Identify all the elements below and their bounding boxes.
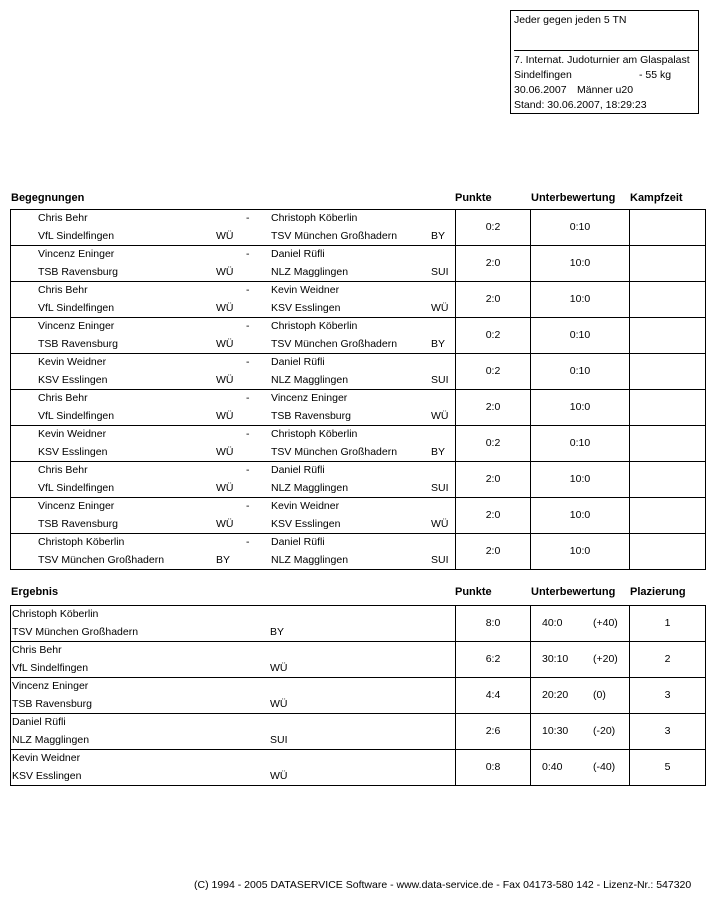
fighter-a-club: KSV Esslingen	[38, 446, 108, 458]
match-time-cell	[630, 354, 706, 390]
fighter-b-region: SUI	[431, 266, 449, 278]
fighter-b-club: TSB Ravensburg	[271, 410, 351, 422]
fighter-b-club: KSV Esslingen	[271, 302, 341, 314]
result-place: 3	[664, 725, 671, 737]
fighter-a-name: Chris Behr	[38, 284, 88, 296]
match-time-cell	[630, 462, 706, 498]
match-points-cell	[456, 318, 531, 354]
match-points: 2:0	[485, 257, 501, 269]
matches-points-header: Punkte	[455, 192, 492, 204]
match-unterbewertung: 10:0	[569, 545, 591, 557]
result-points-cell	[456, 714, 531, 750]
result-points-cell	[456, 606, 531, 642]
stand-timestamp: Stand: 30.06.2007, 18:29:23	[514, 99, 647, 111]
result-points-cell	[456, 642, 531, 678]
result-place-cell	[630, 642, 706, 678]
result-place: 2	[664, 653, 671, 665]
match-points: 2:0	[485, 473, 501, 485]
fighter-a-region: WÜ	[216, 410, 234, 422]
result-club: TSV München Großhadern	[12, 626, 139, 638]
match-separator: -	[246, 212, 250, 224]
match-points-cell	[456, 282, 531, 318]
match-points-cell	[456, 534, 531, 570]
result-diff: (-20)	[593, 725, 616, 737]
match-time-cell	[630, 210, 706, 246]
results-table	[10, 605, 706, 786]
results-sub-header: Unterbewertung	[531, 586, 616, 598]
fighter-b-name: Christoph Köberlin	[271, 428, 358, 440]
match-separator: -	[246, 284, 250, 296]
result-place-cell	[630, 714, 706, 750]
fighter-a-name: Vincenz Eninger	[38, 320, 115, 332]
result-unterbewertung: 0:40	[542, 761, 563, 773]
result-points: 4:4	[485, 689, 501, 701]
match-unterbewertung: 0:10	[569, 329, 591, 341]
fighter-b-region: WÜ	[431, 518, 449, 530]
fighter-b-club: NLZ Magglingen	[271, 554, 349, 566]
fighter-a-name: Vincenz Eninger	[38, 500, 115, 512]
fighter-b-name: Daniel Rüfli	[271, 356, 325, 368]
match-sub-cell	[531, 318, 630, 354]
fighter-a-region: WÜ	[216, 338, 234, 350]
match-sub-cell	[531, 462, 630, 498]
fighter-a-club: TSB Ravensburg	[38, 518, 118, 530]
fighter-a-region: WÜ	[216, 302, 234, 314]
fighter-b-region: WÜ	[431, 410, 449, 422]
result-name: Vincenz Eninger	[12, 680, 89, 692]
fighter-b-club: KSV Esslingen	[271, 518, 341, 530]
result-points-cell	[456, 678, 531, 714]
match-points: 2:0	[485, 545, 501, 557]
match-sub-cell	[531, 246, 630, 282]
result-name: Chris Behr	[12, 644, 62, 656]
tournament-date: 30.06.2007	[514, 84, 567, 96]
result-fighter-cell	[11, 750, 456, 786]
match-points: 0:2	[485, 329, 501, 341]
fighter-a-region: WÜ	[216, 230, 234, 242]
weight-class: - 55 kg	[639, 69, 672, 81]
result-row	[11, 714, 706, 750]
match-unterbewertung: 0:10	[569, 221, 591, 233]
result-points: 0:8	[485, 761, 501, 773]
match-sub-cell	[531, 210, 630, 246]
fighter-a-name: Chris Behr	[38, 392, 88, 404]
match-points-cell	[456, 498, 531, 534]
result-sub-cell	[531, 678, 630, 714]
result-sub-cell	[531, 606, 630, 642]
match-unterbewertung: 10:0	[569, 257, 591, 269]
result-fighter-cell	[11, 642, 456, 678]
result-points-cell	[456, 750, 531, 786]
fighter-a-name: Christoph Köberlin	[38, 536, 125, 548]
age-category: Männer u20	[577, 84, 634, 96]
match-time-cell	[630, 534, 706, 570]
result-points: 6:2	[485, 653, 501, 665]
match-separator: -	[246, 536, 250, 548]
match-row	[11, 246, 706, 282]
match-sub-cell	[531, 498, 630, 534]
fighter-a-club: VfL Sindelfingen	[38, 302, 115, 314]
match-separator: -	[246, 320, 250, 332]
fighter-b-name: Vincenz Eninger	[271, 392, 348, 404]
fighter-a-name: Kevin Weidner	[38, 428, 107, 440]
fighter-b-name: Christoph Köberlin	[271, 212, 358, 224]
match-fighters-cell	[11, 246, 456, 282]
result-club: VfL Sindelfingen	[12, 662, 89, 674]
result-place: 3	[664, 689, 671, 701]
match-sub-cell	[531, 282, 630, 318]
match-sub-cell	[531, 426, 630, 462]
fighter-b-club: TSV München Großhadern	[271, 446, 398, 458]
match-points: 2:0	[485, 509, 501, 521]
fighter-a-club: TSV München Großhadern	[38, 554, 165, 566]
match-points-cell	[456, 210, 531, 246]
result-club: KSV Esslingen	[12, 770, 82, 782]
match-time-cell	[630, 246, 706, 282]
match-fighters-cell	[11, 498, 456, 534]
match-points: 2:0	[485, 401, 501, 413]
result-club: TSB Ravensburg	[12, 698, 92, 710]
fighter-b-club: NLZ Magglingen	[271, 266, 349, 278]
match-separator: -	[246, 428, 250, 440]
match-points-cell	[456, 462, 531, 498]
result-name: Daniel Rüfli	[12, 716, 66, 728]
match-unterbewertung: 10:0	[569, 293, 591, 305]
result-row	[11, 606, 706, 642]
fighter-b-name: Kevin Weidner	[271, 284, 340, 296]
match-row	[11, 498, 706, 534]
match-unterbewertung: 0:10	[569, 365, 591, 377]
match-row	[11, 462, 706, 498]
match-fighters-cell	[11, 282, 456, 318]
match-row	[11, 210, 706, 246]
tournament-name: 7. Internat. Judoturnier am Glaspalast	[514, 54, 690, 66]
match-unterbewertung: 10:0	[569, 509, 591, 521]
result-row	[11, 750, 706, 786]
fighter-b-region: BY	[431, 446, 446, 458]
match-sub-cell	[531, 534, 630, 570]
fighter-b-region: SUI	[431, 554, 449, 566]
fighter-b-name: Daniel Rüfli	[271, 464, 325, 476]
match-points: 0:2	[485, 365, 501, 377]
result-region: SUI	[270, 734, 288, 746]
result-points: 2:6	[485, 725, 501, 737]
match-fighters-cell	[11, 390, 456, 426]
fighter-a-club: TSB Ravensburg	[38, 338, 118, 350]
result-points: 8:0	[485, 617, 501, 629]
result-region: WÜ	[270, 770, 288, 782]
result-place-cell	[630, 678, 706, 714]
fighter-b-club: NLZ Magglingen	[271, 482, 349, 494]
match-separator: -	[246, 356, 250, 368]
match-points: 0:2	[485, 221, 501, 233]
match-fighters-cell	[11, 462, 456, 498]
match-points: 2:0	[485, 293, 501, 305]
result-region: BY	[270, 626, 285, 638]
match-points-cell	[456, 390, 531, 426]
match-time-cell	[630, 498, 706, 534]
result-fighter-cell	[11, 678, 456, 714]
matches-sub-header: Unterbewertung	[531, 192, 616, 204]
match-sub-cell	[531, 354, 630, 390]
result-place-cell	[630, 750, 706, 786]
match-time-cell	[630, 426, 706, 462]
match-row	[11, 282, 706, 318]
result-name: Kevin Weidner	[12, 752, 81, 764]
fighter-a-club: VfL Sindelfingen	[38, 230, 115, 242]
fighter-a-region: WÜ	[216, 374, 234, 386]
match-separator: -	[246, 392, 250, 404]
matches-time-header: Kampfzeit	[630, 192, 683, 204]
fighter-a-name: Chris Behr	[38, 464, 88, 476]
result-sub-cell	[531, 642, 630, 678]
result-diff: (-40)	[593, 761, 616, 773]
match-fighters-cell	[11, 426, 456, 462]
footer-copyright: (C) 1994 - 2005 DATASERVICE Software - www.data-service.de - Fax 04173-580 142 - Lizenz-Nr.: 547320	[194, 879, 692, 891]
fighter-a-region: WÜ	[216, 518, 234, 530]
results-title: Ergebnis	[11, 586, 59, 598]
result-place: 5	[664, 761, 671, 773]
result-diff: (+40)	[593, 617, 618, 629]
match-unterbewertung: 10:0	[569, 401, 591, 413]
result-unterbewertung: 10:30	[542, 725, 569, 737]
match-points-cell	[456, 426, 531, 462]
fighter-b-name: Daniel Rüfli	[271, 536, 325, 548]
fighter-b-region: SUI	[431, 482, 449, 494]
fighter-a-region: WÜ	[216, 482, 234, 494]
match-row	[11, 318, 706, 354]
fighter-a-club: KSV Esslingen	[38, 374, 108, 386]
matches-title: Begegnungen	[11, 192, 85, 204]
result-sub-cell	[531, 750, 630, 786]
fighter-a-region: BY	[216, 554, 231, 566]
match-unterbewertung: 10:0	[569, 473, 591, 485]
match-fighters-cell	[11, 210, 456, 246]
tournament-info-box	[510, 10, 699, 114]
result-name: Christoph Köberlin	[12, 608, 99, 620]
match-row	[11, 390, 706, 426]
match-fighters-cell	[11, 534, 456, 570]
tournament-city: Sindelfingen	[514, 69, 572, 81]
result-region: WÜ	[270, 662, 288, 674]
match-time-cell	[630, 282, 706, 318]
match-time-cell	[630, 318, 706, 354]
result-unterbewertung: 30:10	[542, 653, 569, 665]
result-place-cell	[630, 606, 706, 642]
info-divider	[514, 50, 698, 51]
fighter-a-region: WÜ	[216, 446, 234, 458]
fighter-b-name: Kevin Weidner	[271, 500, 340, 512]
match-fighters-cell	[11, 354, 456, 390]
fighter-a-region: WÜ	[216, 266, 234, 278]
result-diff: (+20)	[593, 653, 618, 665]
result-diff: (0)	[593, 689, 606, 701]
match-separator: -	[246, 500, 250, 512]
match-separator: -	[246, 248, 250, 260]
match-separator: -	[246, 464, 250, 476]
result-region: WÜ	[270, 698, 288, 710]
fighter-a-name: Kevin Weidner	[38, 356, 107, 368]
match-row	[11, 426, 706, 462]
match-points-cell	[456, 246, 531, 282]
match-time-cell	[630, 390, 706, 426]
match-fighters-cell	[11, 318, 456, 354]
fighter-b-region: WÜ	[431, 302, 449, 314]
result-club: NLZ Magglingen	[12, 734, 90, 746]
fighter-a-club: TSB Ravensburg	[38, 266, 118, 278]
result-row	[11, 678, 706, 714]
fighter-b-region: BY	[431, 338, 446, 350]
match-unterbewertung: 0:10	[569, 437, 591, 449]
fighter-b-region: SUI	[431, 374, 449, 386]
fighter-b-club: NLZ Magglingen	[271, 374, 349, 386]
fighter-b-name: Daniel Rüfli	[271, 248, 325, 260]
matches-table	[10, 209, 706, 570]
result-unterbewertung: 40:0	[542, 617, 563, 629]
results-place-header: Plazierung	[630, 586, 686, 598]
match-row	[11, 534, 706, 570]
fighter-a-name: Chris Behr	[38, 212, 88, 224]
match-points-cell	[456, 354, 531, 390]
fighter-b-name: Christoph Köberlin	[271, 320, 358, 332]
result-fighter-cell	[11, 606, 456, 642]
match-points: 0:2	[485, 437, 501, 449]
results-points-header: Punkte	[455, 586, 492, 598]
mode-label: Jeder gegen jeden 5 TN	[514, 14, 627, 26]
result-fighter-cell	[11, 714, 456, 750]
fighter-a-club: VfL Sindelfingen	[38, 410, 115, 422]
fighter-b-club: TSV München Großhadern	[271, 230, 398, 242]
result-place: 1	[664, 617, 671, 629]
result-unterbewertung: 20:20	[542, 689, 569, 701]
result-sub-cell	[531, 714, 630, 750]
fighter-b-region: BY	[431, 230, 446, 242]
match-row	[11, 354, 706, 390]
match-sub-cell	[531, 390, 630, 426]
fighter-b-club: TSV München Großhadern	[271, 338, 398, 350]
fighter-a-club: VfL Sindelfingen	[38, 482, 115, 494]
result-row	[11, 642, 706, 678]
fighter-a-name: Vincenz Eninger	[38, 248, 115, 260]
